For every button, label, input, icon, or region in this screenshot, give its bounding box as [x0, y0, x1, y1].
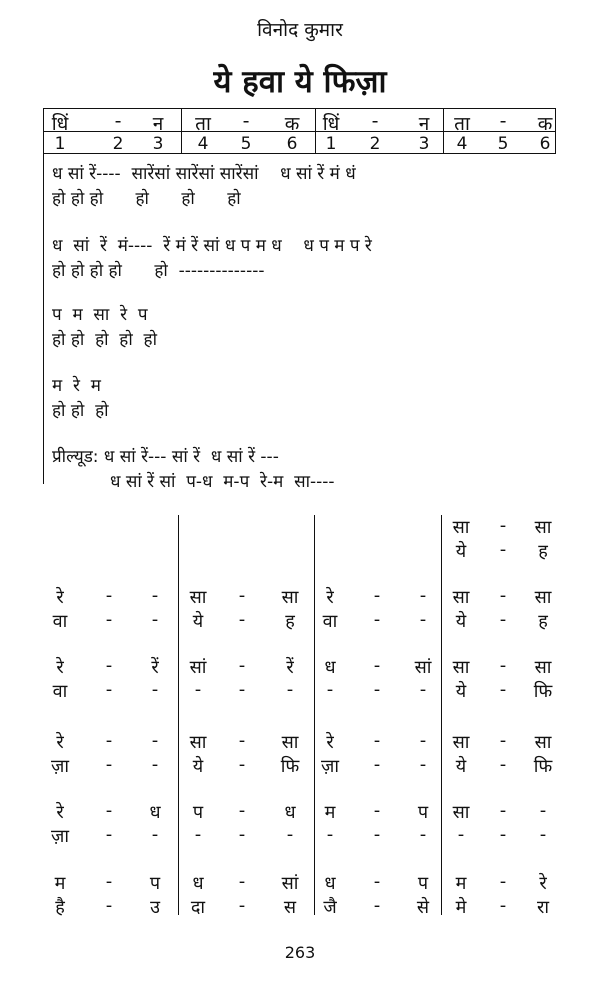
song-swar-cell: ध [324, 873, 336, 894]
song-lyric-cell: - [457, 824, 465, 845]
song-lyric-cell: - [194, 824, 202, 845]
song-swar-cell: सां [189, 657, 207, 678]
notation-left-border [43, 154, 44, 484]
taal-beat-number: 3 [418, 134, 430, 154]
taal-beat-number: 4 [456, 134, 468, 154]
song-swar-cell: - [373, 800, 381, 821]
song-swar-cell: - [151, 585, 159, 606]
song-swar-cell: म [455, 873, 467, 894]
song-lyric-cell: - [373, 895, 381, 916]
song-swar-cell: रे [56, 587, 64, 608]
song-swar-cell: - [105, 585, 113, 606]
song-swar-cell: सां [281, 873, 299, 894]
taal-bol: ता [454, 113, 470, 135]
song-lyric-cell: - [238, 895, 246, 916]
song-lyric-cell: ज़ा [320, 756, 340, 777]
song-lyric-cell: वा [322, 611, 338, 632]
song-swar-cell: रें [286, 657, 294, 678]
song-lyric-cell: - [105, 679, 113, 700]
song-lyric-cell: - [238, 754, 246, 775]
song-swar-cell: - [105, 730, 113, 751]
song-swar-cell: - [238, 730, 246, 751]
song-swar-cell: रे [539, 873, 547, 894]
song-swar-cell: सा [281, 587, 299, 608]
song-swar-cell: सा [189, 587, 207, 608]
song-lyric-cell: दा [190, 897, 206, 918]
song-lyric-cell: - [286, 824, 294, 845]
song-swar-cell: सा [452, 657, 470, 678]
taal-bol: - [114, 110, 122, 132]
song-swar-cell: प [149, 873, 161, 894]
song-lyric-cell: ये [192, 611, 204, 632]
song-swar-cell: - [499, 800, 507, 821]
song-lyric-cell: - [419, 754, 427, 775]
song-lyric-cell: जै [323, 897, 337, 918]
song-swar-cell: ध [284, 802, 296, 823]
song-swar-cell: म [324, 802, 336, 823]
taal-beat-number: 5 [240, 134, 252, 154]
song-lyric-cell: - [105, 609, 113, 630]
song-lyric-cell: ह [538, 541, 548, 562]
intro-swar-line: ध सां रें मं---- रें मं रें सां ध प म ध ध प म प रे [52, 236, 372, 256]
song-swar-cell: - [373, 655, 381, 676]
song-swar-cell: - [373, 730, 381, 751]
song-swar-cell: - [373, 871, 381, 892]
song-swar-cell: सा [534, 657, 552, 678]
song-lyric-cell: - [286, 679, 294, 700]
taal-beat-number: 3 [152, 134, 164, 154]
song-swar-cell: रे [56, 732, 64, 753]
song-swar-cell: - [499, 730, 507, 751]
song-lyric-cell: वा [52, 681, 68, 702]
song-lyric-cell: - [194, 679, 202, 700]
song-lyric-cell: - [419, 679, 427, 700]
song-lyric-cell: - [105, 895, 113, 916]
song-grid-divider [441, 515, 442, 915]
song-swar-cell: - [419, 585, 427, 606]
song-lyric-cell: ये [192, 756, 204, 777]
song-swar-cell: - [105, 871, 113, 892]
taal-beat-number: 2 [112, 134, 124, 154]
song-swar-cell: सा [452, 802, 470, 823]
taal-bol: - [242, 110, 250, 132]
song-swar-cell: - [539, 800, 547, 821]
song-swar-cell: - [499, 585, 507, 606]
song-lyric-cell: - [373, 679, 381, 700]
song-swar-cell: सा [189, 732, 207, 753]
song-lyric-cell: उ [150, 897, 160, 918]
song-swar-cell: सा [452, 517, 470, 538]
intro-swar-line: म रे म [52, 376, 101, 396]
taal-bol: क [537, 113, 553, 135]
song-lyric-cell: रा [536, 897, 550, 918]
taal-beat-number: 4 [197, 134, 209, 154]
song-swar-cell: - [238, 871, 246, 892]
taal-bol: धिं [322, 113, 340, 135]
song-lyric-cell: - [238, 824, 246, 845]
song-lyric-cell: मे [455, 897, 467, 918]
song-swar-cell: रे [56, 802, 64, 823]
song-lyric-cell: ये [455, 756, 467, 777]
song-lyric-cell: - [499, 609, 507, 630]
song-lyric-cell: - [419, 824, 427, 845]
song-lyric-cell: - [499, 679, 507, 700]
song-lyric-cell: - [151, 609, 159, 630]
song-lyric-cell: स [283, 897, 297, 918]
intro-swar-line: ध सां रें---- सारेंसां सारेंसां सारेंसां ध सां रें मं धं [52, 164, 356, 184]
song-swar-cell: - [499, 515, 507, 536]
song-title: ये हवा ये फिज़ा [213, 64, 387, 100]
song-lyric-cell: - [151, 754, 159, 775]
taal-bol: क [284, 113, 300, 135]
song-lyric-cell: - [373, 824, 381, 845]
taal-bol: न [418, 113, 430, 135]
song-lyric-cell: ज़ा [50, 826, 70, 847]
song-lyric-cell: - [499, 539, 507, 560]
intro-swar-line: प म सा रे प [52, 305, 148, 325]
song-lyric-cell: - [151, 679, 159, 700]
song-swar-cell: रे [56, 657, 64, 678]
song-lyric-cell: - [499, 895, 507, 916]
prelude-line: ध सां रें सां प-ध म-प रे-म सा---- [110, 472, 335, 492]
page-number: 263 [284, 943, 316, 962]
intro-words-line: हो हो हो हो हो हो [52, 189, 241, 209]
song-lyric-cell: फि [280, 756, 300, 777]
taal-beat-number: 2 [369, 134, 381, 154]
song-swar-cell: - [105, 800, 113, 821]
song-swar-cell: - [238, 655, 246, 676]
taal-beat-number: 6 [539, 134, 551, 154]
taal-beat-number: 6 [286, 134, 298, 154]
song-swar-cell: - [151, 730, 159, 751]
taal-bol: ता [195, 113, 211, 135]
song-swar-cell: - [419, 730, 427, 751]
intro-words-line: हो हो हो [52, 401, 109, 421]
song-swar-cell: - [105, 655, 113, 676]
intro-words-line: हो हो हो हो हो [52, 330, 157, 350]
song-swar-cell: सां [414, 657, 432, 678]
song-swar-cell: प [417, 873, 429, 894]
song-lyric-cell: से [416, 897, 430, 918]
song-swar-cell: - [499, 871, 507, 892]
song-lyric-cell: - [373, 609, 381, 630]
song-lyric-cell: - [539, 824, 547, 845]
song-swar-cell: सा [452, 587, 470, 608]
song-lyric-cell: - [105, 824, 113, 845]
taal-bol: धिं [51, 113, 69, 135]
song-lyric-cell: - [105, 754, 113, 775]
song-lyric-cell: - [326, 679, 334, 700]
song-lyric-cell: वा [52, 611, 68, 632]
taal-beat-number: 5 [497, 134, 509, 154]
song-lyric-cell: - [238, 679, 246, 700]
song-swar-cell: - [238, 585, 246, 606]
song-grid-divider [314, 515, 315, 915]
taal-beat-number: 1 [325, 134, 337, 154]
song-lyric-cell: - [499, 824, 507, 845]
vibhag-divider [181, 108, 182, 154]
song-lyric-cell: - [151, 824, 159, 845]
intro-words-line: हो हो हो हो हो -------------- [52, 261, 265, 281]
song-lyric-cell: ह [538, 611, 548, 632]
song-lyric-cell: - [373, 754, 381, 775]
song-swar-cell: ध [149, 802, 161, 823]
song-lyric-cell: - [419, 609, 427, 630]
song-lyric-cell: फि [533, 681, 553, 702]
song-swar-cell: रें [151, 657, 159, 678]
song-swar-cell: ध [324, 657, 336, 678]
song-lyric-cell: फि [533, 756, 553, 777]
song-swar-cell: प [192, 802, 204, 823]
song-swar-cell: ध [192, 873, 204, 894]
song-swar-cell: प [417, 802, 429, 823]
song-lyric-cell: - [238, 609, 246, 630]
song-swar-cell: म [54, 873, 66, 894]
song-swar-cell: सा [534, 517, 552, 538]
taal-bol: - [371, 110, 379, 132]
song-swar-cell: - [499, 655, 507, 676]
song-lyric-cell: ह [285, 611, 295, 632]
song-swar-cell: सा [534, 587, 552, 608]
song-lyric-cell: ज़ा [50, 756, 70, 777]
taal-bol: न [152, 113, 164, 135]
song-lyric-cell: है [55, 897, 65, 918]
song-swar-cell: रे [326, 732, 334, 753]
taal-bol: - [499, 110, 507, 132]
prelude-line: प्रील्यूड: ध सां रें--- सां रें ध सां रें --- [52, 447, 279, 467]
song-swar-cell: रे [326, 587, 334, 608]
song-lyric-cell: ये [455, 541, 467, 562]
taal-beat-number: 1 [54, 134, 66, 154]
song-swar-cell: सा [452, 732, 470, 753]
song-lyric-cell: - [499, 754, 507, 775]
song-swar-cell: - [373, 585, 381, 606]
song-lyric-cell: ये [455, 611, 467, 632]
song-lyric-cell: ये [455, 681, 467, 702]
author-name: विनोद कुमार [257, 19, 343, 41]
song-grid-divider [178, 515, 179, 915]
song-swar-cell: सा [534, 732, 552, 753]
song-lyric-cell: - [326, 824, 334, 845]
song-swar-cell: - [238, 800, 246, 821]
song-swar-cell: सा [281, 732, 299, 753]
